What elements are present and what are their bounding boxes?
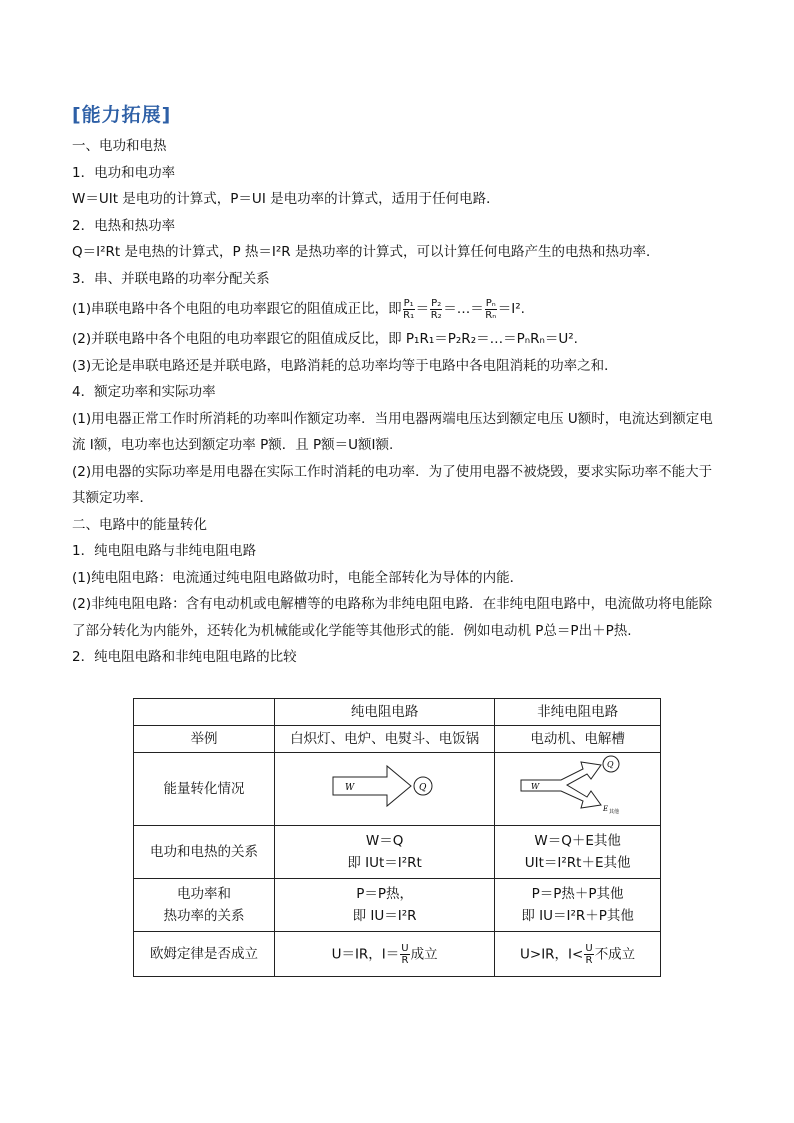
para-1-3-2: (2)并联电路中各个电阻的电功率跟它的阻值成反比，即 P₁R₁＝P₂R₂＝…＝PₙRₙ＝U². — [72, 331, 578, 347]
page-content — [72, 100, 724, 671]
table-row — [134, 932, 661, 977]
header-non-pure-resistance: 非纯电阻电路 — [495, 699, 661, 726]
row-label-energy-conversion: 能量转化情况 — [134, 753, 275, 826]
table-row — [134, 879, 661, 932]
row-label-power — [134, 879, 275, 932]
fraction-u-r: $\frac{U}{R}$ — [401, 942, 409, 966]
svg-text:其他: 其他 — [608, 808, 619, 815]
cell-pure-work-heat — [274, 826, 494, 879]
row-label-work-heat: 电功和电热的关系 — [134, 826, 275, 879]
table-row — [134, 826, 661, 879]
cell-non-pure-energy-diagram — [495, 753, 661, 826]
row-label-examples: 举例 — [134, 726, 275, 753]
pure-power-line1: P＝P热， — [356, 886, 413, 902]
non-pure-work-heat-line1: W＝Q＋E其他 — [534, 833, 621, 849]
fraction-p1-r1: $\frac{\text{P₁}}{\text{R₁}}$ — [403, 297, 415, 321]
sub-heading-1-1: 1．电功和电功率 — [72, 164, 176, 181]
table-row — [134, 726, 661, 753]
para-1-1: W＝UIt 是电功的计算式，P＝UI 是电功率的计算式，适用于任何电路． — [72, 191, 500, 207]
cell-non-pure-work-heat — [495, 826, 661, 879]
pure-work-heat-line2: 即 IUt＝I²Rt — [347, 855, 422, 871]
row-label-ohms-law: 欧姆定律是否成立 — [134, 932, 275, 977]
cell-pure-power — [274, 879, 494, 932]
pure-ohm-suffix: 成立 — [410, 946, 438, 962]
para-1-3-3: (3)无论是串联电路还是并联电路，电路消耗的总功率均等于电路中各电阻消耗的功率之和． — [72, 357, 618, 374]
heading-2: 二、电路中的能量转化 — [72, 516, 207, 533]
para-2-1-2: (2)非纯电阻电路：含有电动机或电解槽等的电路称为非纯电阻电路．在非纯电阻电路中，电流做功将电能除了部分转化为内能外，还转化为机械能或化学能等其他形式的能．例如电动机 P总＝P出＋P热. — [72, 596, 713, 639]
power-label-line2: 热功率的关系 — [163, 908, 245, 924]
para-1-2: Q＝I²Rt 是电热的计算式，P 热＝I²R 是热功率的计算式，可以计算任何电路产生的电热和热功率． — [72, 244, 660, 260]
heading-1: 一、电功和电热 — [72, 138, 167, 154]
ellipsis: ＝…＝ — [443, 301, 484, 317]
power-label-line1: 电功率和 — [176, 886, 231, 902]
cell-non-pure-ohms-law — [495, 932, 661, 977]
section-title: [能力拓展] — [72, 104, 172, 126]
sub-heading-1-4: 4．额定功率和实际功率 — [72, 384, 216, 400]
pure-work-heat-line1: W＝Q — [365, 833, 404, 849]
para-1-3-1-tail: ＝I². — [497, 301, 525, 317]
cell-non-pure-examples: 电动机、电解槽 — [495, 726, 661, 753]
split-arrow-diagram — [513, 755, 643, 817]
pure-ohm-prefix: U＝IR，I＝ — [331, 946, 400, 962]
non-pure-power-line1: P＝P热＋P其他 — [531, 886, 624, 902]
energy-arrow-diagram — [325, 760, 445, 812]
svg-text:W: W — [344, 782, 354, 793]
svg-text:Q: Q — [418, 782, 426, 793]
fraction-pn-rn: $\frac{\text{Pₙ}}{\text{Rₙ}}$ — [485, 297, 497, 321]
svg-text:E: E — [602, 804, 608, 813]
non-pure-work-heat-line2: UIt＝I²Rt＋E其他 — [524, 855, 631, 871]
cell-pure-ohms-law — [274, 932, 494, 977]
cell-pure-examples: 白炽灯、电炉、电熨斗、电饭锅 — [274, 726, 494, 753]
pure-power-line2: 即 IU＝I²R — [352, 908, 417, 924]
cell-pure-energy-diagram — [274, 753, 494, 826]
para-1-4-2: (2)用电器的实际功率是用电器在实际工作时消耗的电功率．为了使用电器不被烧毁，要求实际功率不能大于其额定功率． — [72, 463, 713, 506]
non-pure-ohm-prefix: U>IR，I< — [520, 946, 584, 962]
svg-text:Q: Q — [606, 759, 614, 769]
sub-heading-2-1: 1．纯电阻电路与非纯电阻电路 — [72, 543, 257, 559]
svg-text:W: W — [530, 781, 539, 791]
para-1-3-1-text: (1)串联电路中各个电阻的电功率跟它的阻值成正比，即 — [72, 301, 402, 317]
non-pure-ohm-suffix: 不成立 — [594, 946, 636, 962]
non-pure-power-line2: 即 IU＝I²R＋P其他 — [521, 908, 634, 924]
comparison-table — [133, 698, 661, 977]
fraction-p2-r2: $\frac{\text{P₂}}{\text{R₂}}$ — [430, 297, 442, 321]
sub-heading-1-2: 2．电热和热功率 — [72, 217, 176, 234]
equals-1: ＝ — [415, 301, 430, 317]
header-pure-resistance: 纯电阻电路 — [274, 699, 494, 726]
header-empty — [134, 699, 275, 726]
table-header-row — [134, 699, 661, 726]
para-1-3-1 — [72, 292, 724, 326]
fraction-u-r-2: $\frac{U}{R}$ — [585, 942, 593, 966]
para-2-1-1: (1)纯电阻电路：电流通过纯电阻电路做功时，电能全部转化为导体的内能． — [72, 569, 524, 586]
table-row — [134, 753, 661, 826]
para-1-4-1: (1)用电器正常工作时所消耗的功率叫作额定功率．当用电器两端电压达到额定电压 U额时，电流达到额定电流 I额，电功率也达到额定功率 P额．且 P额＝U额I额. — [72, 410, 713, 453]
sub-heading-2-2: 2．纯电阻电路和非纯电阻电路的比较 — [72, 649, 297, 665]
sub-heading-1-3: 3．串、并联电路的功率分配关系 — [72, 270, 270, 287]
cell-non-pure-power — [495, 879, 661, 932]
